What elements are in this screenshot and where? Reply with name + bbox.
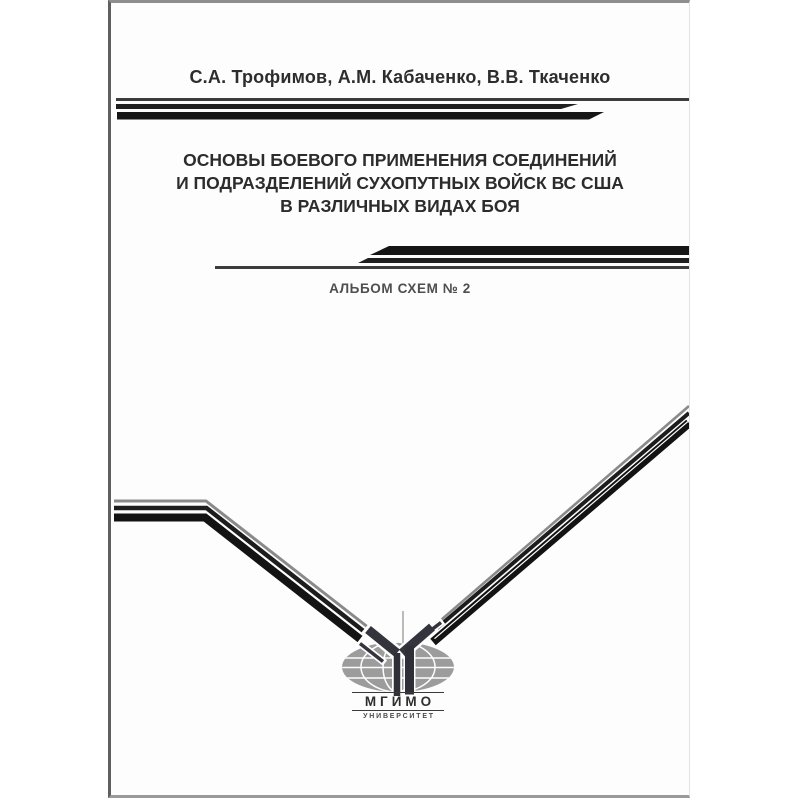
title-line-1: ОСНОВЫ БОЕВОГО ПРИМЕНЕНИЯ СОЕДИНЕНИЙ xyxy=(183,150,617,170)
left-ribbon xyxy=(114,501,369,639)
publisher-logo-wordmark xyxy=(352,692,444,720)
title-line-2: И ПОДРАЗДЕЛЕНИЙ СУХОПУТНЫХ ВОЙСК ВС США xyxy=(176,173,624,193)
book-cover-page xyxy=(108,0,690,798)
right-ribbon xyxy=(433,406,689,642)
title-line-3: В РАЗЛИЧНЫХ ВИДАХ БОЯ xyxy=(280,196,520,216)
authors-line: С.А. Трофимов, А.М. Кабаченко, В.В. Ткаченко xyxy=(189,67,611,87)
series-label: АЛЬБОМ СХЕМ № 2 xyxy=(329,281,471,296)
publisher-name: МГИМО xyxy=(352,692,444,711)
publisher-subtitle: УНИВЕРСИТЕТ xyxy=(363,713,435,720)
v-ribbon-graphic xyxy=(111,3,689,795)
